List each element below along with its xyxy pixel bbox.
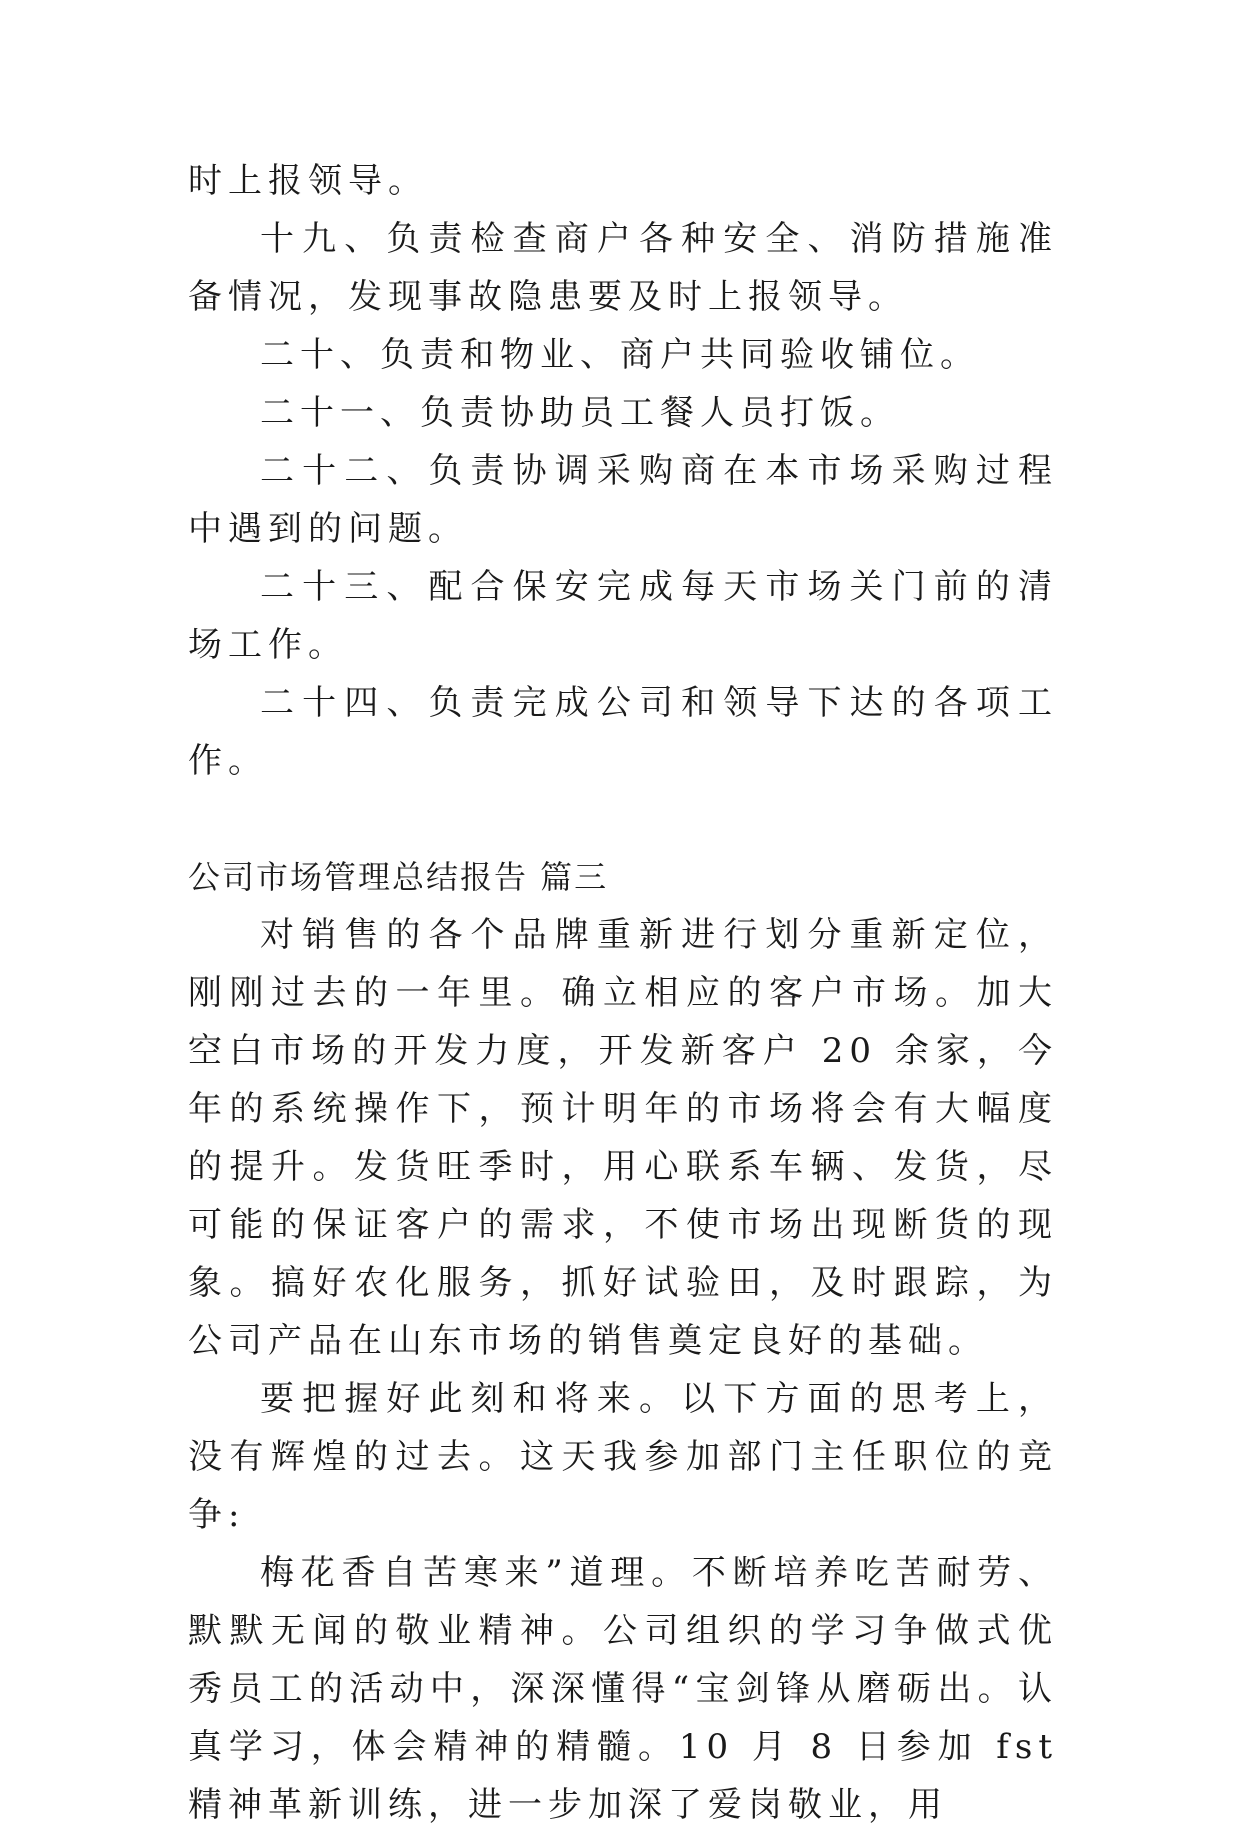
document-body [188, 152, 1058, 1834]
paragraph-item-20: 二十、负责和物业、商户共同验收铺位。 [260, 335, 980, 375]
section-spacer [188, 790, 1058, 848]
body-paragraph-1: 对销售的各个品牌重新进行划分重新定位，刚刚过去的一年里。确立相应的客户市场。加大空白市场的开发力度，开发新客户 20 余家，今年的系统操作下，预计明年的市场将会有大幅度的提升。发货旺季时，用心联系车辆、发货，尽可能的保证客户的需求，不使市场出现断货的现象。搞好农化服务，抓好试验田，及时跟踪，为公司产品在山东市场的销售奠定良好的基础。 [188, 915, 1058, 1361]
paragraph-item-21: 二十一、负责协助员工餐人员打饭。 [260, 393, 900, 433]
paragraph-item-23: 二十三、配合保安完成每天市场关门前的清场工作。 [188, 567, 1058, 665]
paragraph-item-24: 二十四、负责完成公司和领导下达的各项工作。 [188, 683, 1058, 781]
body-paragraph-3: 梅花香自苦寒来”道理。不断培养吃苦耐劳、默默无闻的敬业精神。公司组织的学习争做式优秀员工的活动中，深深懂得“宝剑锋从磨砺出。认真学习，体会精神的精髓。10 月 8 日参加 fst 精神革新训练，进一步加深了爱岗敬业，用 [188, 1553, 1058, 1825]
paragraph-continuation: 时上报领导。 [188, 161, 428, 201]
paragraph-item-22: 二十二、负责协调采购商在本市场采购过程中遇到的问题。 [188, 451, 1058, 549]
section-heading: 公司市场管理总结报告 篇三 [188, 858, 609, 896]
body-paragraph-2: 要把握好此刻和将来。以下方面的思考上，没有辉煌的过去。这天我参加部门主任职位的竞争: [188, 1379, 1058, 1535]
paragraph-item-19: 十九、负责检查商户各种安全、消防措施准备情况，发现事故隐患要及时上报领导。 [188, 219, 1058, 317]
